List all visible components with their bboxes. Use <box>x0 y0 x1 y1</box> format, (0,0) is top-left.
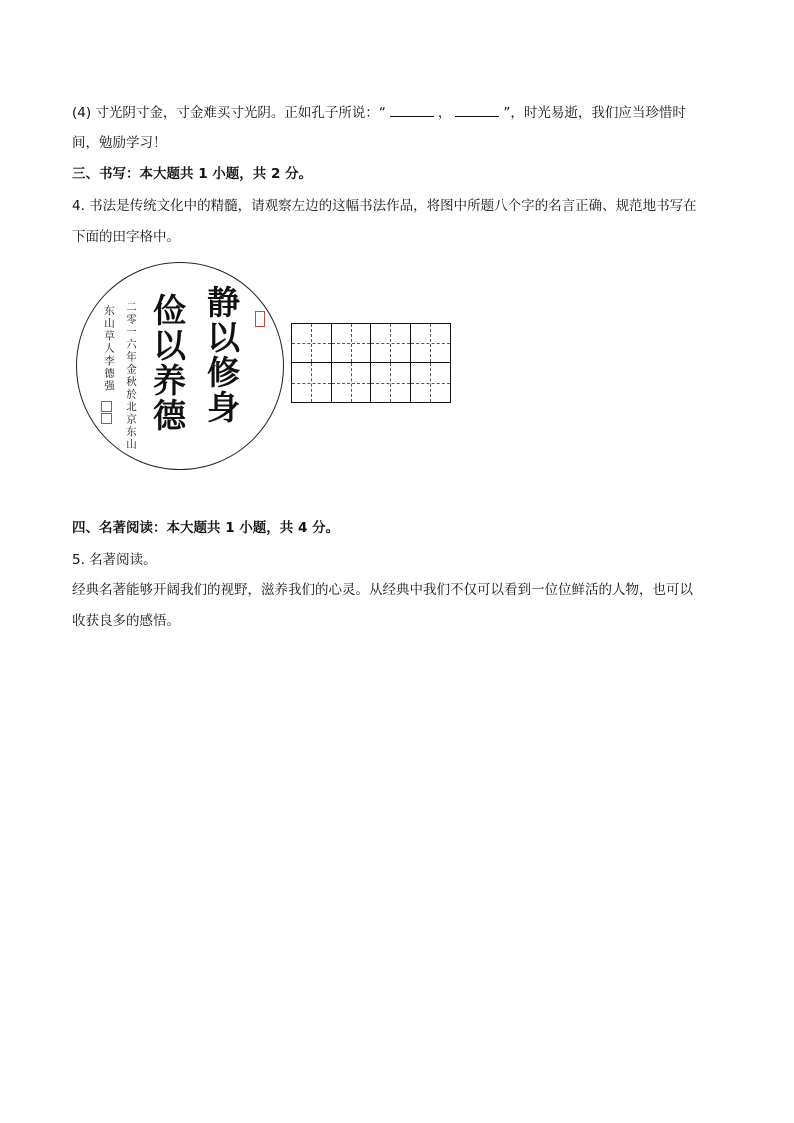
q5-line2: 收获良多的感悟。 <box>72 613 180 629</box>
grid-cell[interactable] <box>292 363 332 402</box>
q4-4-prefix: (4) 寸光阴寸金，寸金难买寸光阴。正如孔子所说：“ <box>72 105 386 121</box>
q4-line2: 下面的田字格中。 <box>72 229 180 245</box>
tianzi-grid[interactable] <box>291 323 451 403</box>
section3-heading: 三、书写：本大题共 1 小题，共 2 分。 <box>72 166 313 182</box>
section4-heading: 四、名著阅读：本大题共 1 小题，共 4 分。 <box>72 520 340 536</box>
grid-cell[interactable] <box>411 324 451 363</box>
grid-cell[interactable] <box>371 324 411 363</box>
q4-line1: 4. 书法是传统文化中的精髓，请观察左边的这幅书法作品，将图中所题八个字的名言正确、规范地书写在 <box>72 198 697 214</box>
q5-title: 5. 名著阅读。 <box>72 552 157 568</box>
q5-line1: 经典名著能够开阔我们的视野，滋养我们的心灵。从经典中我们不仅可以看到一位位鲜活的人物，也可以 <box>72 582 693 598</box>
grid-cell[interactable] <box>332 324 372 363</box>
calligraphy-date-inscription: 二零一六年金秋於北京东山 <box>125 301 137 451</box>
q4-4-line <box>72 103 686 123</box>
answer-blank-1[interactable] <box>390 103 434 117</box>
seal-stamp-bottom-2 <box>101 413 112 424</box>
grid-cell[interactable] <box>411 363 451 402</box>
answer-blank-2[interactable] <box>455 103 499 117</box>
calligraphy-col-2: 俭以养德 <box>148 293 187 433</box>
q4-4-suffix: ”，时光易逝，我们应当珍惜时 <box>503 105 686 121</box>
seal-stamp-top <box>255 311 265 327</box>
seal-stamp-bottom-1 <box>101 401 112 412</box>
grid-cell[interactable] <box>371 363 411 402</box>
grid-cell[interactable] <box>332 363 372 402</box>
calligraphy-col-1: 静以修身 <box>202 285 241 425</box>
q4-4-sep: ， <box>437 105 452 121</box>
q4-4-continuation: 间，勉励学习！ <box>72 135 167 151</box>
calligraphy-artwork <box>76 262 284 470</box>
grid-cell[interactable] <box>292 324 332 363</box>
calligraphy-signature: 东山草人李德强 <box>103 305 115 393</box>
